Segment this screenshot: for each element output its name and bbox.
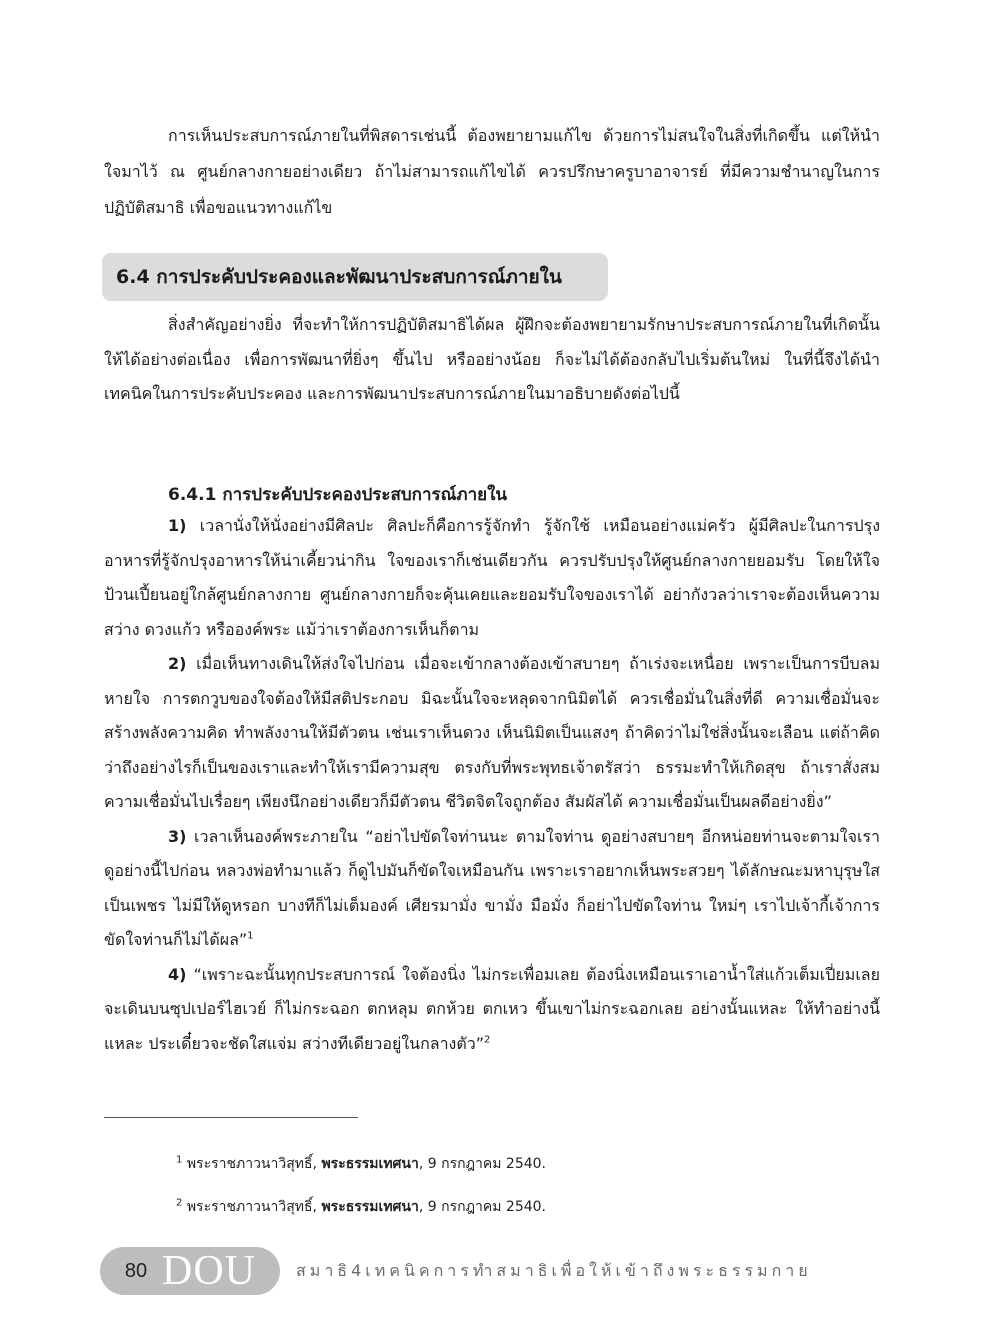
item-text: เวลานั่งให้นั่งอย่างมีศิลปะ ศิลปะก็คือการรู้จักทำ รู้จักใช้ เหมือนอย่างแม่ครัว ผู้มีศิลปะในการปรุงอาหารที่รู้จักปรุงอาหารให้น่าเคี้ยวน่ากิน ใจของเราก็เช่นเดียวกัน ควรปรับปรุงให้ศูนย์กลางกายยอมรับ โดยให้ใจป้วนเปี้ยนอยู่ใกล้ศูนย์กลางกาย ศูนย์กลางกายก็จะคุ้นเคยและยอมรับใจของเราได้ อย่ากังวลว่าเราจะต้องเห็นความสว่าง ดวงแก้ว หรือองค์พระ แม้ว่าเราต้องการเห็นก็ตาม: [104, 516, 881, 639]
section-paragraph: สิ่งสำคัญอย่างยิ่ง ที่จะทำให้การปฏิบัติสมาธิได้ผล ผู้ฝึกจะต้องพยายามรักษาประสบการณ์ภายในที่เกิดนั้นให้ได้อย่างต่อเนื่อง เพื่อการพัฒนาที่ยิ่งๆ ขึ้นไป หรืออย่างน้อย ก็จะไม่ได้ต้องกลับไปเริ่มต้นใหม่ ในที่นี้จึงได้นำเทคนิคในการประคับประคอง และการพัฒนาประสบการณ์ภายในมาอธิบายดังต่อไปนี้: [104, 315, 881, 403]
dou-logo: DOU: [162, 1248, 256, 1294]
section-block: [104, 308, 880, 412]
item-text: เมื่อเห็นทางเดินให้ส่งใจไปก่อน เมื่อจะเข้ากลางต้องเข้าสบายๆ ถ้าเร่งจะเหนื่อย เพราะเป็นการบีบลมหายใจ การตกวูบของใจต้องให้มีสติประกอบ มิฉะนั้นใจจะหลุดจากนิมิตได้ ควรเชื่อมั่นในสิ่งที่ดี ความเชื่อมั่นจะสร้างพลังความคิด ทำพลังงานให้มีตัวตน เช่นเราเห็นดวง เห็นนิมิตเป็นแสงๆ ถ้าคิดว่าไม่ใช่สิ่งนั้นจะเลือน แต่ถ้าคิดว่าถึงอย่างไรก็เป็นของเราและทำให้เรามีความสุข ตรงกับที่พระพุทธเจ้าตรัสว่า ธรรมะทำให้เกิดสุข ถ้าเราสั่งสมความเชื่อมั่นไปเรื่อยๆ เพียงนึกอย่างเดียวก็มีตัวตน ชีวิตจิตใจถูกต้อง สัมผัสได้ ความเชื่อมั่นเป็นผลดีอย่างยิ่ง”: [104, 654, 881, 811]
subsection-items: [104, 509, 880, 1061]
footnote-divider: [104, 1117, 358, 1118]
footnote-work: พระธรรมเทศนา: [321, 1156, 419, 1172]
item-text: “เพราะฉะนั้นทุกประสบการณ์ ใจต้องนิ่ง ไม่กระเพื่อมเลย ต้องนิ่งเหมือนเราเอาน้ำใส่แก้วเต็มเปี่ยมเลย จะเดินบนซุปเปอร์ไฮเวย์ ก็ไม่กระฉอก ตกหลุม ตกห้วย ตกเหว ขึ้นเขาไม่กระฉอกเลย อย่างนั้นแหละ ให้ทำอย่างนี้แหละ ประเดี๋ยวจะชัดใสแจ่ม สว่างทีเดียวอยู่ในกลางตัว”: [104, 964, 880, 1053]
footer-badge: [100, 1247, 280, 1295]
list-item: [104, 958, 880, 1062]
page-number: 80: [124, 1259, 148, 1282]
item-number: 2): [168, 654, 187, 673]
section-header: [102, 253, 608, 301]
footnote-work: พระธรรมเทศนา: [321, 1199, 419, 1215]
footnote-author: พระราชภาวนาวิสุทธิ์,: [186, 1199, 322, 1215]
item-number: 4): [168, 964, 187, 984]
intro-block: [104, 118, 880, 226]
list-item: [104, 820, 880, 958]
footnote-date: , 9 กรกฎาคม 2540.: [418, 1199, 546, 1215]
footnote-mark: 2: [176, 1197, 183, 1209]
footnote: [176, 1196, 546, 1218]
footnote-date: , 9 กรกฎาคม 2540.: [418, 1156, 546, 1172]
page-footer: [100, 1247, 880, 1295]
footnote-ref: 2: [484, 1034, 491, 1046]
footnote-ref: 1: [247, 930, 254, 942]
item-number: 3): [168, 826, 187, 846]
footnote-mark: 1: [176, 1154, 183, 1166]
book-title: สมาธิ4เทคนิคการทำสมาธิเพื่อให้เข้าถึงพระธรรมกาย: [296, 1260, 812, 1280]
list-item: [104, 647, 880, 820]
subsection-title: 6.4.1 การประคับประคองประสบการณ์ภายใน: [168, 485, 508, 505]
intro-paragraph: การเห็นประสบการณ์ภายในที่พิสดารเช่นนี้ ต้องพยายามแก้ไข ด้วยการไม่สนใจในสิ่งที่เกิดขึ้น แต่ให้นำใจมาไว้ ณ ศูนย์กลางกายอย่างเดียว ถ้าไม่สามารถแก้ไขได้ ควรปรึกษาครูบาอาจารย์ ที่มีความชำนาญในการปฏิบัติสมาธิ เพื่อขอแนวทางแก้ไข: [104, 126, 880, 217]
section-title: 6.4 การประคับประคองและพัฒนาประสบการณ์ภายใน: [116, 266, 562, 288]
item-text: เวลาเห็นองค์พระภายใน “อย่าไปขัดใจท่านนะ ตามใจท่าน ดูอย่างสบายๆ อีกหน่อยท่านจะตามใจเรา ดูอย่างนี้ไปก่อน หลวงพ่อทำมาแล้ว ก็ดูไปมันก็ขัดใจเหมือนกัน เพราะเราอยากเห็นพระสวยๆ ได้ลักษณะมหาบุรุษใสเป็นเพชร ไม่มีให้ดูหรอก บางทีก็ไม่เต็มองค์ เศียรมามั่ง ขามั่ง มือมั่ง ก็อย่าไปขัดใจท่าน ใหม่ๆ เราไปเจ้ากี้เจ้าการขัดใจท่านก็ไม่ได้ผล”: [104, 826, 880, 949]
list-item: [104, 509, 880, 647]
footnote-author: พระราชภาวนาวิสุทธิ์,: [186, 1156, 322, 1172]
footnote: [176, 1153, 546, 1175]
item-number: 1): [168, 516, 187, 535]
